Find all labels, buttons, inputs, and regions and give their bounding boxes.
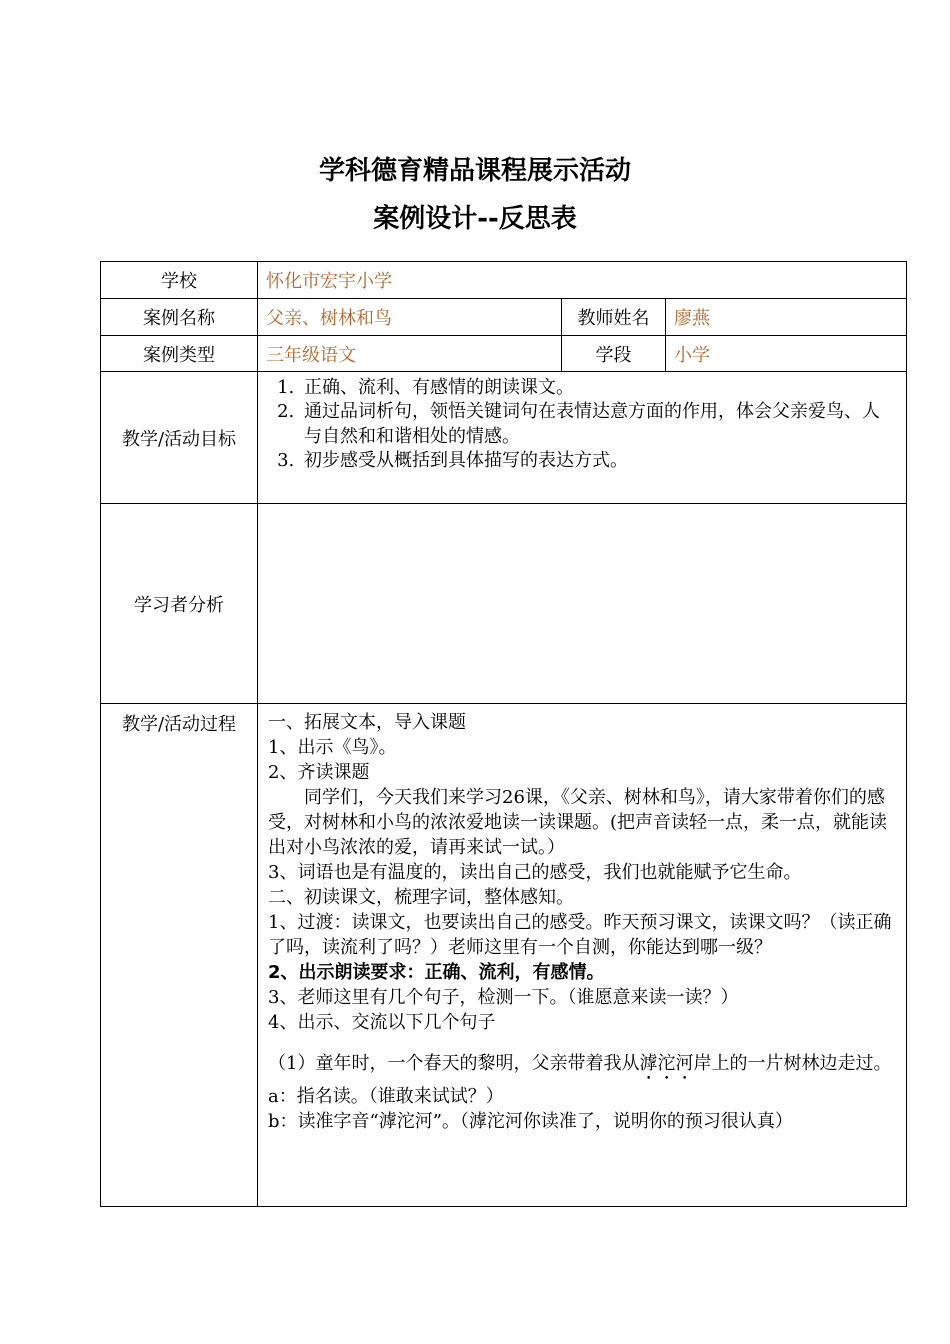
goals-cell <box>258 372 907 504</box>
document-title: 学科德育精品课程展示活动 <box>318 156 631 186</box>
case-type-value: 三年级语文 <box>258 336 562 372</box>
goals-label: 教学/活动目标 <box>101 372 258 504</box>
row-school <box>101 262 907 299</box>
reading-requirement: 2、出示朗读要求：正确、流利，有感情。 <box>268 962 605 983</box>
learner-label: 学习者分析 <box>101 504 258 704</box>
sentence-part: （1）童年时，一个春天的黎明，父亲带着我从 <box>268 1053 640 1074</box>
process-line: 3、词语也是有温度的，读出自己的感受，我们也就能赋予它生命。 <box>268 862 802 883</box>
case-name-value: 父亲、树林和鸟 <box>258 299 562 336</box>
goals-list <box>258 372 906 473</box>
goal-item: 3. 初步感受从概括到具体描写的表达方式。 <box>300 449 896 473</box>
stage-label: 学段 <box>562 336 666 372</box>
goal-item: 1. 正确、流利、有感情的朗读课文。 <box>300 376 896 400</box>
teacher-value: 廖燕 <box>666 299 907 336</box>
process-content <box>258 704 906 1134</box>
case-name-label: 案例名称 <box>101 299 258 336</box>
school-value: 怀化市宏宇小学 <box>258 262 907 299</box>
sentence-part: 岸上的一片树林边走过。 <box>693 1053 892 1074</box>
process-cell <box>258 704 907 1207</box>
process-line: a：指名读。（谁敢来试试？） <box>268 1086 504 1107</box>
learner-value <box>258 504 907 704</box>
process-paragraph: 同学们，今天我们来学习26课，《父亲、树林和鸟》，请大家带着你们的感受，对树林和小鸟的浓浓爱地读一读课题。(把声音读轻一点，柔一点，就能读出对小鸟浓浓的爱，请再来试一试。） <box>268 787 888 858</box>
goal-item: 2. 通过品词析句，领悟关键词句在表情达意方面的作用，体会父亲爱鸟、人与自然和和谐相处的情感。 <box>300 400 896 449</box>
reflection-form-table <box>100 261 907 1207</box>
row-case-type <box>101 336 907 372</box>
row-case-name <box>101 299 907 336</box>
school-label: 学校 <box>101 262 258 299</box>
case-type-label: 案例类型 <box>101 336 258 372</box>
process-label: 教学/活动过程 <box>101 704 258 1207</box>
teacher-label: 教师姓名 <box>562 299 666 336</box>
document-subtitle: 案例设计--反思表 <box>373 204 577 234</box>
emphasized-word: 滹沱河 <box>639 1053 694 1074</box>
process-line: 二、初读课文，梳理字词，整体感知。 <box>268 887 574 908</box>
process-line: 2、齐读课题 <box>268 762 370 783</box>
process-line: 一、拓展文本，导入课题 <box>268 712 466 733</box>
process-paragraph: 1、过渡：读课文，也要读出自己的感受。昨天预习课文，读课文吗？（读正确了吗，读流利了吗？）老师这里有一个自测，你能达到哪一级？ <box>268 912 892 958</box>
process-line: 4、出示、交流以下几个句子 <box>268 1012 496 1033</box>
process-line: 3、老师这里有几个句子，检测一下。（谁愿意来读一读？） <box>268 987 739 1008</box>
row-process <box>101 704 907 1207</box>
process-line: 1、出示《鸟》。 <box>268 737 397 758</box>
process-line: b：读准字音“滹沱河”。（滹沱河你读准了，说明你的预习很认真） <box>268 1111 793 1132</box>
example-sentence <box>268 1045 896 1084</box>
row-goals <box>101 372 907 504</box>
stage-value: 小学 <box>666 336 907 372</box>
row-learner <box>101 504 907 704</box>
